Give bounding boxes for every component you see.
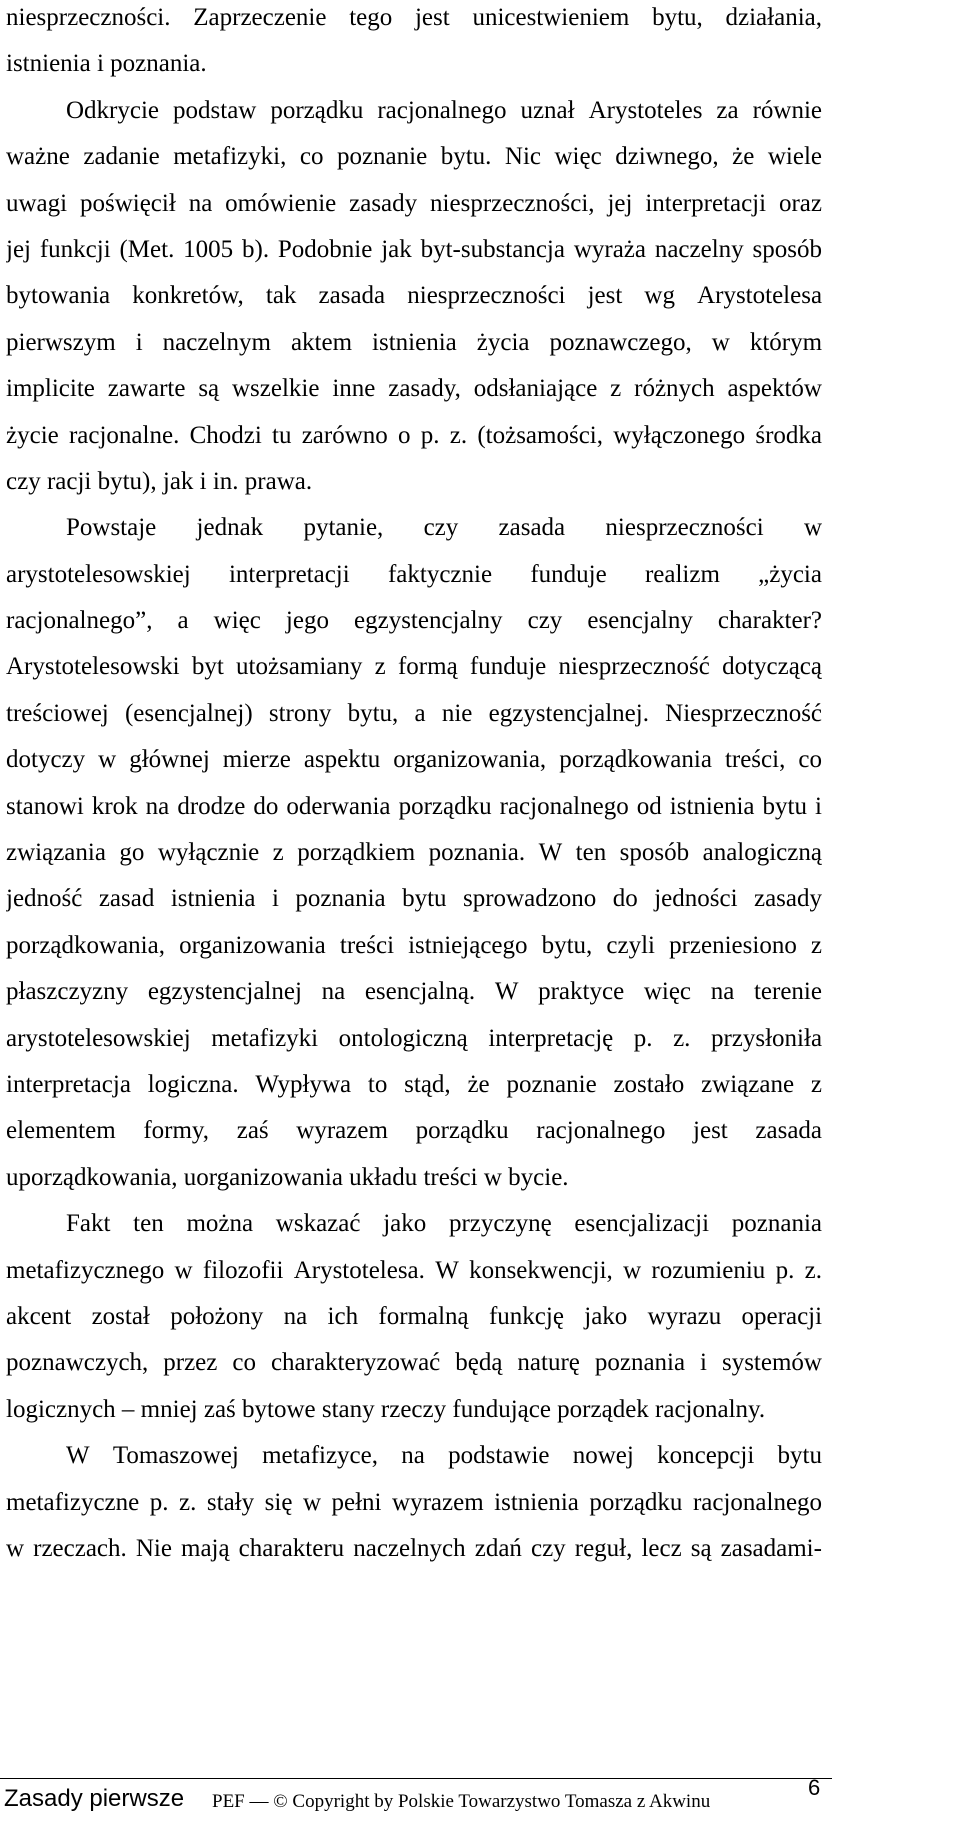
text-line: stanowi krok na drodze do oderwania porządku racjonalnego od istnienia bytu i <box>6 792 822 820</box>
text-line: dotyczy w głównej mierze aspektu organizowania, porządkowania treści, co <box>6 746 822 774</box>
text-line: Odkrycie podstaw porządku racjonalnego uznał Arystoteles za równie <box>66 96 822 124</box>
text-line: poznawczych, przez co charakteryzować będą naturę poznania i systemów <box>6 1349 822 1377</box>
text-line: pierwszym i naczelnym aktem istnienia życia poznawczego, w którym <box>6 328 822 356</box>
text-line: płaszczyzny egzystencjalnej na esencjalną. W praktyce więc na terenie <box>6 978 822 1006</box>
text-line: porządkowania, organizowania treści istniejącego bytu, czyli przeniesiono z <box>6 931 822 959</box>
text-line: czy racji bytu), jak i in. prawa. <box>6 467 313 495</box>
page-footer <box>0 1766 960 1824</box>
text-line: niesprzeczności. Zaprzeczenie tego jest unicestwieniem bytu, działania, <box>6 4 822 31</box>
text-line: jej funkcji (Met. 1005 b). Podobnie jak byt-substancja wyraża naczelny sposób <box>6 235 822 263</box>
footer-book-title: Zasady pierwsze <box>4 1785 185 1812</box>
text-line: istnienia i poznania. <box>6 50 207 78</box>
footer-divider <box>0 1778 832 1779</box>
text-line: związania go wyłącznie z porządkiem poznania. W ten sposób analogiczną <box>6 839 822 867</box>
text-line: jedność zasad istnienia i poznania bytu sprowadzono do jedności zasady <box>6 885 822 913</box>
text-line: uporządkowania, uorganizowania układu treści w bycie. <box>6 1163 569 1191</box>
text-line: ważne zadanie metafizyki, co poznanie bytu. Nic więc dziwnego, że wiele <box>6 143 822 171</box>
text-line: W Tomaszowej metafizyce, na podstawie nowej koncepcji bytu <box>66 1442 822 1470</box>
footer-copyright: PEF — © Copyright by Polskie Towarzystwo Tomasza z Akwinu <box>212 1791 711 1812</box>
text-line: interpretacja logiczna. Wypływa to stąd, że poznanie zostało związane z <box>6 1070 822 1098</box>
text-line: Powstaje jednak pytanie, czy zasada niesprzeczności w <box>66 514 822 542</box>
page-number: 6 <box>808 1775 821 1800</box>
text-line: arystotelesowskiej metafizyki ontologiczną interpretację p. z. przysłoniła <box>6 1024 822 1052</box>
text-line: arystotelesowskiej interpretacji faktycznie funduje realizm „życia <box>6 560 822 588</box>
text-line: Arystotelesowski byt utożsamiany z formą funduje niesprzeczność dotyczącą <box>6 653 822 681</box>
text-line: Fakt ten można wskazać jako przyczynę esencjalizacji poznania <box>66 1210 822 1238</box>
body-text <box>6 0 822 1572</box>
text-line: implicite zawarte są wszelkie inne zasady, odsłaniające z różnych aspektów <box>6 375 822 403</box>
text-line: metafizyczne p. z. stały się w pełni wyrazem istnienia porządku racjonalnego <box>6 1488 822 1516</box>
text-line: elementem formy, zaś wyrazem porządku racjonalnego jest zasada <box>6 1117 822 1145</box>
text-line: uwagi poświęcił na omówienie zasady niesprzeczności, jej interpretacji oraz <box>6 189 822 217</box>
text-line: w rzeczach. Nie mają charakteru naczelnych zdań czy reguł, lecz są zasadami- <box>6 1534 822 1562</box>
text-line: bytowania konkretów, tak zasada niesprzeczności jest wg Arystotelesa <box>6 282 822 310</box>
text-line: racjonalnego”, a więc jego egzystencjalny czy esencjalny charakter? <box>6 607 822 635</box>
text-line: życie racjonalne. Chodzi tu zarówno o p. z. (tożsamości, wyłączonego środka <box>6 421 822 449</box>
text-line: akcent został położony na ich formalną funkcję jako wyrazu operacji <box>6 1302 822 1330</box>
text-line: metafizycznego w filozofii Arystotelesa. W konsekwencji, w rozumieniu p. z. <box>6 1256 822 1284</box>
text-line: logicznych – mniej zaś bytowe stany rzeczy fundujące porządek racjonalny. <box>6 1395 766 1423</box>
text-line: treściowej (esencjalnej) strony bytu, a nie egzystencjalnej. Niesprzeczność <box>6 699 822 727</box>
